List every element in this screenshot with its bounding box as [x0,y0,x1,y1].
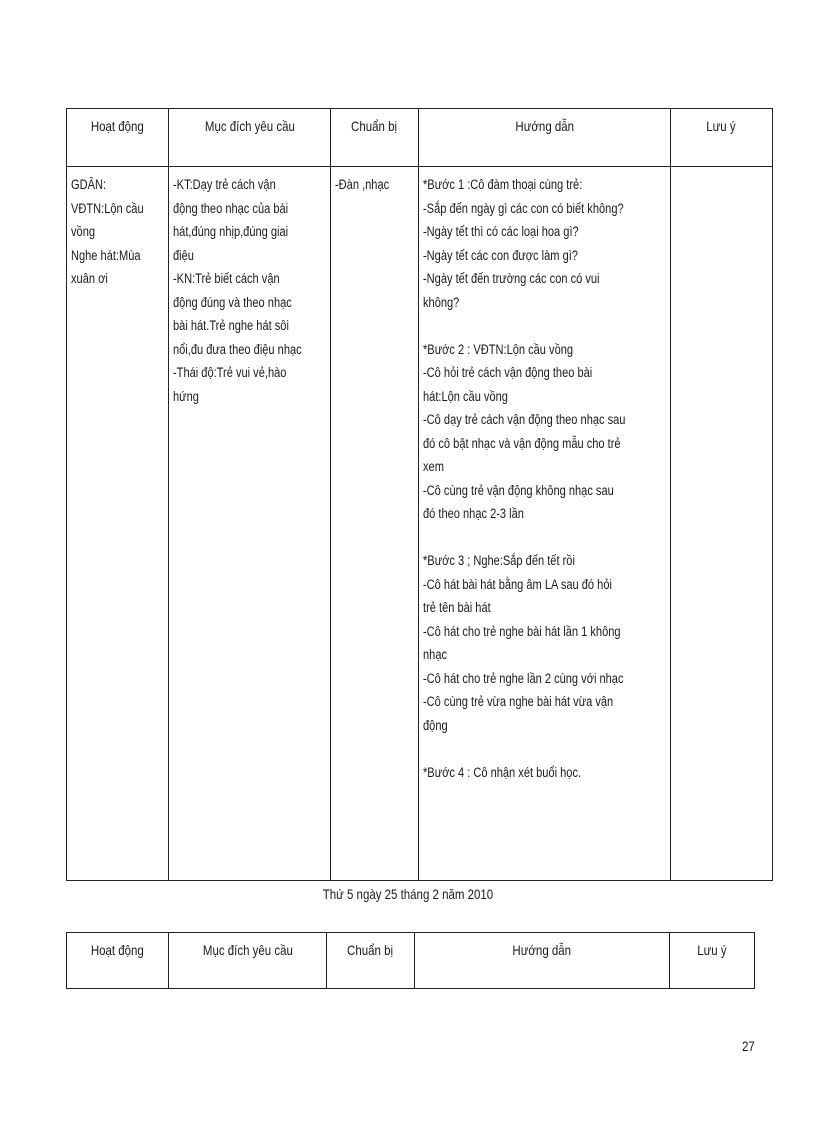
header-purpose: Mục đích yêu cầu [204,118,295,134]
text-line: vồng [71,224,96,239]
guide-line: *Bước 2 : VĐTN:Lộn cầu vồng [422,341,573,357]
lesson-plan-table [66,108,773,881]
table-header-row [67,109,773,167]
text-line: hát,đúng nhịp,đúng giai [173,224,289,239]
header-cell [330,109,418,167]
guide-line: *Bước 3 ; Nghe:Sắp đến tết rồi [422,553,575,568]
date-caption-text: Thứ 5 ngày 25 tháng 2 năm 2010 [322,886,494,902]
page-number-text: 27 [742,1038,755,1054]
header-guide: Hướng dẫn [512,942,572,958]
header-cell [327,933,415,989]
header-cell [415,933,670,989]
text-line: hứng [173,388,199,404]
text-line: -Đàn ,nhạc [334,177,390,192]
header-cell [670,109,772,167]
guide-line: -Ngày tết đến trường các con có vui [422,271,600,286]
header-preparation: Chuẩn bị [351,118,398,134]
date-caption [0,886,816,902]
guide-line: *Bước 4 : Cô nhận xét buổi học. [422,764,581,780]
spacer [423,737,625,761]
guide-line: -Sắp đến ngày gì các con có biết không? [422,200,624,216]
activity-text [71,173,151,291]
text-line: xuân ơi [71,271,108,286]
guide-text [423,173,625,784]
next-lesson-table [66,932,755,989]
purpose-text [173,173,302,408]
preparation-cell [330,167,418,881]
guide-line: -Cô hát cho trẻ nghe lần 2 cùng với nhạc [422,670,624,686]
guide-line: xem [422,459,444,474]
guide-line: đó theo nhạc 2-3 lần [422,506,524,521]
guide-line: -Cô cùng trẻ vừa nghe bài hát vừa vận [422,694,614,709]
preparation-text [335,173,403,197]
guide-line: -Ngày tết thì có các loại hoa gì? [422,224,579,239]
notes-cell [670,167,772,881]
text-line: -Thái độ:Trẻ vui vẻ,hào [173,365,287,380]
guide-line: đó cô bật nhạc và vận động mẫu cho trẻ [422,435,621,451]
text-line: điệu [173,247,194,263]
table-header-row [67,933,755,989]
text-line: VĐTN:Lộn cầu [71,200,144,216]
header-cell [67,109,169,167]
spacer [423,526,625,550]
guide-cell [418,167,670,881]
guide-line: động [422,717,448,733]
guide-line: -Cô dạy trẻ cách vận động theo nhạc sau [422,412,626,427]
guide-line: trẻ tên bài hát [422,600,491,615]
text-line: -KN:Trẻ biết cách vận [173,271,280,286]
header-cell [67,933,169,989]
header-notes: Lưu ý [697,942,727,958]
header-cell [418,109,670,167]
spacer [423,314,625,338]
header-cell [670,933,755,989]
header-notes: Lưu ý [706,118,737,134]
guide-line: -Ngày tết các con được làm gì? [422,247,578,263]
header-activity: Hoạt động [91,118,144,134]
text-line: GDÂN: [71,177,107,192]
guide-line: -Cô hát bài hát bằng âm LA sau đó hỏi [422,576,612,592]
text-line: bài hát.Trẻ nghe hát sôi [173,318,289,333]
guide-line: không? [422,294,460,310]
table-row [67,167,773,881]
header-cell [169,109,331,167]
guide-line: hát:Lộn cầu vồng [422,388,508,404]
header-purpose: Mục đích yêu cầu [202,942,293,958]
text-line: Nghe hát:Mùa [71,247,141,263]
text-line: động theo nhạc của bài [173,200,289,216]
page-number [742,1038,758,1054]
guide-line: *Bước 1 :Cô đàm thoại cùng trẻ: [422,177,583,192]
activity-cell [67,167,169,881]
header-preparation: Chuẩn bị [347,942,394,958]
text-line: -KT:Dạy trẻ cách vận [173,177,276,192]
purpose-cell [169,167,331,881]
guide-line: -Cô hỏi trẻ cách vận động theo bài [422,365,593,380]
header-guide: Hướng dẫn [515,118,574,134]
guide-line: -Cô cùng trẻ vận động không nhạc sau [422,482,614,498]
header-cell [169,933,327,989]
text-line: động đúng và theo nhạc [173,294,292,310]
text-line: nổi,đu đưa theo điệu nhạc [173,341,302,357]
guide-line: -Cô hát cho trẻ nghe bài hát lần 1 không [422,623,621,639]
header-activity: Hoạt động [91,942,144,958]
guide-line: nhạc [422,647,447,662]
